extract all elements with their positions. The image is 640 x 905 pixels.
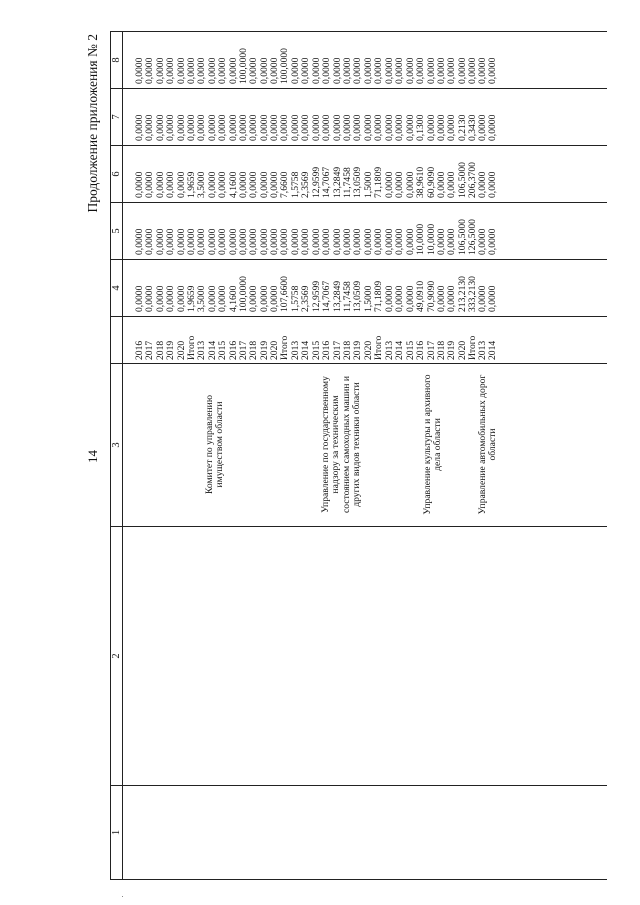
value-cell: 0,0000 (384, 57, 395, 84)
value-cell: 0,0000 (435, 57, 447, 84)
rotated-page (85, 14, 640, 880)
page-number: 14 (85, 450, 100, 463)
value-cell: 0,0000 (384, 228, 395, 255)
value-list (478, 172, 499, 198)
year-cell: 2019 (352, 340, 364, 360)
value-cell: 0,0000 (144, 228, 156, 255)
year-cell: 2013 (477, 340, 488, 360)
value-cell: 0,0000 (384, 285, 395, 312)
year-cell: 2017 (331, 340, 343, 360)
value-cell: 0,0000 (477, 114, 488, 141)
value-cell: 0,0000 (341, 228, 353, 255)
value-list (291, 281, 385, 312)
value-list (135, 172, 291, 198)
value-cell: 13,2849 (331, 166, 343, 198)
value-cell: 14,7067 (321, 166, 333, 198)
value-cell: 0,0000 (175, 171, 187, 198)
value-cell: 0,0000 (258, 285, 270, 312)
value-cell: 0,0000 (258, 228, 270, 255)
value-cell: 0,0000 (154, 171, 166, 198)
value-cell: 0,0000 (384, 114, 395, 141)
value-cell: 0,0000 (487, 114, 499, 141)
value-cell: 0,0000 (373, 57, 385, 84)
value-cell: 0,0000 (154, 228, 166, 255)
value-cell: 3,5000 (196, 285, 208, 312)
value-cell: 0,0000 (237, 114, 249, 141)
value-list (385, 58, 479, 84)
value-cell: 0,0000 (477, 228, 488, 255)
value-cell: 0,0000 (300, 57, 312, 84)
year-cell: 2015 (404, 340, 416, 360)
value-cell: 0,0000 (404, 285, 416, 312)
value-cell: 0,0000 (300, 228, 312, 255)
value-cell: 213,2130 (456, 276, 468, 312)
value-cell: 0,0000 (269, 285, 281, 312)
value-cell: 0,0000 (373, 114, 385, 141)
value-cell: 0,0000 (425, 57, 437, 84)
value-cell: 333,2130 (467, 276, 479, 312)
value-cell: 0,0000 (185, 114, 197, 141)
column-header-3: 3 (111, 364, 123, 527)
value-cell: 0,0000 (477, 57, 488, 84)
year-list (135, 336, 291, 360)
value-cell: 0,0000 (487, 285, 499, 312)
value-cell: 0,0000 (206, 57, 218, 84)
organization-name-line: дела области (432, 418, 444, 471)
value-list (135, 229, 291, 255)
value-cell: 0,0000 (310, 228, 322, 255)
value-cell: 0,0000 (331, 228, 343, 255)
value-cell: 3,5000 (196, 171, 208, 198)
column-4-values (123, 260, 608, 317)
column-header-year (111, 317, 123, 364)
organization-name-line: имуществом области (214, 401, 226, 488)
value-list (478, 286, 499, 312)
year-cell: 2014 (206, 340, 218, 360)
value-cell: 0,0000 (446, 285, 458, 312)
organization-name-line: состоянием самоходных машин и (340, 376, 352, 513)
value-cell: 12,9599 (310, 166, 322, 198)
value-cell: 0,0000 (425, 114, 437, 141)
table-body-row (123, 32, 608, 880)
value-cell: 0,0000 (456, 57, 468, 84)
value-cell: 0,0000 (248, 228, 260, 255)
year-cell: Итого (467, 335, 479, 360)
value-list (291, 229, 385, 255)
column-header-4: 4 (111, 260, 123, 317)
value-cell: 0,0000 (446, 57, 458, 84)
value-cell: 11,7458 (341, 167, 353, 198)
value-cell: 0,0000 (435, 171, 447, 198)
column-header-8: 8 (111, 32, 123, 89)
column-2-cell (123, 527, 608, 786)
value-cell: 1,5000 (362, 285, 374, 312)
appendix-continuation-title: Продолжение приложения № 2 (85, 34, 100, 213)
value-cell: 0,0000 (269, 171, 281, 198)
value-cell: 0,0000 (404, 114, 416, 141)
column-6-values (123, 146, 608, 203)
value-cell: 0,0000 (134, 114, 145, 141)
year-cell: 2020 (456, 340, 468, 360)
organization-name-line: других видов техники области (351, 382, 363, 507)
value-cell: 0,0000 (217, 228, 229, 255)
value-cell: 0,0000 (404, 228, 416, 255)
value-cell: 0,0000 (165, 228, 177, 255)
organization-name-line: области (487, 428, 499, 461)
value-cell: 0,0000 (206, 114, 218, 141)
value-cell: 0,0000 (362, 57, 374, 84)
value-list (385, 115, 479, 141)
value-cell: 206,3700 (467, 162, 479, 198)
year-cell: 2016 (134, 340, 145, 360)
value-cell: 0,0000 (217, 114, 229, 141)
value-cell: 0,0000 (258, 114, 270, 141)
value-cell: 0,0000 (144, 171, 156, 198)
year-list (385, 336, 479, 360)
value-cell: 13,0509 (352, 166, 364, 198)
organization-name-line: Управление автомобильных дорог (477, 374, 488, 515)
column-header-2: 2 (111, 527, 123, 786)
value-cell: 0,0000 (487, 57, 499, 84)
year-cell: 2014 (300, 340, 312, 360)
value-cell: 0,0000 (373, 228, 385, 255)
value-cell: 0,0000 (134, 57, 145, 84)
value-cell: 0,0000 (144, 285, 156, 312)
value-cell: 0,0000 (206, 228, 218, 255)
value-cell: 1,5758 (290, 171, 301, 198)
value-cell: 0,0000 (362, 228, 374, 255)
value-cell: 0,0000 (435, 114, 447, 141)
value-cell: 0,0000 (290, 57, 301, 84)
year-cell: 2018 (248, 340, 260, 360)
organization-name-line: Управление по государственному (320, 376, 331, 513)
value-cell: 0,0000 (258, 171, 270, 198)
value-cell: 4,1600 (227, 171, 239, 198)
year-cell: 2016 (227, 340, 239, 360)
value-cell: 0,0000 (394, 114, 406, 141)
value-cell: 0,0000 (321, 57, 333, 84)
value-cell: 0,0000 (394, 171, 406, 198)
value-cell: 7,6600 (279, 171, 291, 198)
value-cell: 0,2130 (456, 114, 468, 141)
year-column (123, 317, 608, 364)
value-cell: 0,0000 (384, 171, 395, 198)
value-cell: 0,0000 (154, 285, 166, 312)
value-cell: 0,0000 (394, 57, 406, 84)
value-cell: 0,0000 (165, 57, 177, 84)
year-cell: 2017 (237, 340, 249, 360)
value-cell: 0,0000 (175, 228, 187, 255)
value-list (291, 167, 385, 198)
year-cell: 2018 (154, 340, 166, 360)
value-cell: 0,0000 (487, 228, 499, 255)
value-cell: 4,1600 (227, 285, 239, 312)
organization-column (123, 364, 608, 527)
organization-name-line: Управление культуры и архивного (422, 374, 433, 515)
value-cell: 0,0000 (300, 114, 312, 141)
value-cell: 0,0000 (394, 228, 406, 255)
column-header-7: 7 (111, 89, 123, 146)
year-cell: Итого (279, 335, 291, 360)
scan-speck (122, 896, 123, 897)
value-cell: 0,0000 (237, 228, 249, 255)
value-cell: 0,0000 (310, 57, 322, 84)
value-cell: 0,0000 (196, 57, 208, 84)
value-cell: 0,0000 (404, 57, 416, 84)
value-cell: 0,0000 (165, 171, 177, 198)
value-cell: 0,0000 (279, 114, 291, 141)
appendix-table (110, 31, 607, 880)
value-cell: 0,0000 (269, 228, 281, 255)
value-cell: 0,0000 (321, 228, 333, 255)
value-cell: 0,0000 (206, 285, 218, 312)
value-cell: 0,0000 (435, 228, 447, 255)
value-list (478, 58, 499, 84)
year-list (291, 336, 385, 360)
column-number-row (111, 32, 123, 880)
value-cell: 0,0000 (352, 114, 364, 141)
value-list (291, 115, 385, 141)
value-cell: 1,5000 (362, 171, 374, 198)
year-cell: 2013 (196, 340, 208, 360)
value-cell: 2,3569 (300, 171, 312, 198)
year-cell: 2019 (165, 340, 177, 360)
value-cell: 0,0000 (435, 285, 447, 312)
organization-name (423, 363, 444, 526)
value-cell: 0,0000 (446, 114, 458, 141)
value-cell: 70,9090 (425, 280, 437, 312)
year-cell: 2019 (258, 340, 270, 360)
value-cell: 0,0000 (279, 228, 291, 255)
value-cell: 0,3430 (467, 114, 479, 141)
year-cell: 2018 (341, 340, 353, 360)
value-cell: 0,0000 (154, 57, 166, 84)
value-cell: 0,0000 (144, 114, 156, 141)
value-cell: 0,0000 (134, 228, 145, 255)
column-7-values (123, 89, 608, 146)
year-cell: Итого (373, 335, 385, 360)
value-cell: 0,0000 (227, 57, 239, 84)
value-cell: 0,0000 (217, 57, 229, 84)
value-cell: 10,0000 (425, 223, 437, 255)
value-cell: 0,0000 (446, 171, 458, 198)
value-cell: 12,9599 (310, 280, 322, 312)
year-cell: 2017 (425, 340, 437, 360)
value-cell: 0,0000 (237, 171, 249, 198)
value-cell: 0,0000 (341, 114, 353, 141)
value-cell: 106,5000 (456, 219, 468, 255)
value-cell: 0,0000 (217, 285, 229, 312)
value-cell: 0,0000 (352, 57, 364, 84)
value-cell: 0,0000 (248, 171, 260, 198)
value-cell: 0,0000 (175, 57, 187, 84)
value-cell: 0,0000 (352, 228, 364, 255)
value-cell: 0,0000 (196, 114, 208, 141)
value-cell: 0,0000 (269, 57, 281, 84)
value-cell: 0,0000 (331, 114, 343, 141)
value-cell: 0,0000 (144, 57, 156, 84)
value-cell: 0,0000 (467, 57, 479, 84)
value-list (135, 48, 291, 84)
value-cell: 106,5000 (456, 162, 468, 198)
value-cell: 0,0000 (477, 285, 488, 312)
value-list (478, 229, 499, 255)
year-cell: 2016 (321, 340, 333, 360)
value-cell: 0,0000 (290, 114, 301, 141)
value-cell: 0,0000 (134, 285, 145, 312)
column-header-1: 1 (111, 786, 123, 880)
value-cell: 0,0000 (196, 228, 208, 255)
value-cell: 13,0509 (352, 280, 364, 312)
value-cell: 100,0000 (279, 48, 291, 84)
value-cell: 0,0000 (217, 171, 229, 198)
year-cell: 2016 (415, 340, 427, 360)
value-cell: 0,0000 (248, 57, 260, 84)
year-cell: 2014 (394, 340, 406, 360)
organization-name (321, 363, 363, 526)
organization-name-line: Комитет по управлению (204, 395, 215, 494)
value-cell: 0,1300 (415, 114, 427, 141)
value-cell: 13,2849 (331, 280, 343, 312)
year-cell: 2020 (175, 340, 187, 360)
value-cell: 0,0000 (446, 228, 458, 255)
value-cell: 0,0000 (206, 171, 218, 198)
column-header-5: 5 (111, 203, 123, 260)
value-list (385, 162, 479, 198)
value-list (478, 115, 499, 141)
value-cell: 0,0000 (258, 57, 270, 84)
value-cell: 38,9610 (415, 166, 427, 198)
value-cell: 10,0000 (415, 223, 427, 255)
value-cell: 107,6600 (279, 276, 291, 312)
value-cell: 0,0000 (248, 285, 260, 312)
value-list (135, 276, 291, 312)
value-cell: 100,0000 (237, 276, 249, 312)
year-cell: 2015 (217, 340, 229, 360)
value-cell: 0,0000 (331, 57, 343, 84)
value-cell: 1,9659 (185, 171, 197, 198)
year-cell: 2018 (435, 340, 447, 360)
value-list (385, 276, 479, 312)
value-cell: 126,5000 (467, 219, 479, 255)
year-cell: 2013 (384, 340, 395, 360)
value-cell: 0,0000 (310, 114, 322, 141)
value-cell: 0,0000 (394, 285, 406, 312)
year-cell: 2020 (269, 340, 281, 360)
organization-name-line: надзору за техническим (330, 395, 342, 494)
value-cell: 0,0000 (321, 114, 333, 141)
value-cell: 1,5758 (290, 285, 301, 312)
column-8-values (123, 32, 608, 89)
value-list (135, 115, 291, 141)
value-cell: 0,0000 (175, 285, 187, 312)
column-1-cell (123, 786, 608, 880)
year-cell: 2015 (310, 340, 322, 360)
value-list (385, 219, 479, 255)
value-cell: 14,7067 (321, 280, 333, 312)
value-cell: 100,0000 (237, 48, 249, 84)
year-cell: 2014 (487, 340, 499, 360)
organization-name (478, 363, 499, 526)
value-cell: 0,0000 (269, 114, 281, 141)
organization-name (205, 363, 226, 526)
value-cell: 0,0000 (487, 171, 499, 198)
value-cell: 0,0000 (248, 114, 260, 141)
value-cell: 0,0000 (404, 171, 416, 198)
value-list (291, 58, 385, 84)
value-cell: 0,0000 (154, 114, 166, 141)
year-list (478, 341, 499, 360)
year-cell: 2017 (144, 340, 156, 360)
value-cell: 0,0000 (175, 114, 187, 141)
column-5-values (123, 203, 608, 260)
value-cell: 60,9090 (425, 166, 437, 198)
value-cell: 71,1809 (373, 166, 385, 198)
value-cell: 2,3569 (300, 285, 312, 312)
year-cell: 2019 (446, 340, 458, 360)
year-cell: 2020 (362, 340, 374, 360)
value-cell: 0,0000 (290, 228, 301, 255)
year-cell: Итого (185, 335, 197, 360)
value-cell: 0,0000 (415, 57, 427, 84)
value-cell: 49,0910 (415, 280, 427, 312)
value-cell: 0,0000 (227, 228, 239, 255)
value-cell: 0,0000 (165, 285, 177, 312)
value-cell: 0,0000 (362, 114, 374, 141)
column-header-6: 6 (111, 146, 123, 203)
value-cell: 0,0000 (477, 171, 488, 198)
value-cell: 1,9659 (185, 285, 197, 312)
value-cell: 0,0000 (341, 57, 353, 84)
value-cell: 0,0000 (185, 228, 197, 255)
year-cell: 2013 (290, 340, 301, 360)
value-cell: 0,0000 (134, 171, 145, 198)
value-cell: 0,0000 (227, 114, 239, 141)
value-cell: 11,7458 (341, 281, 353, 312)
value-cell: 0,0000 (165, 114, 177, 141)
value-cell: 71,1809 (373, 280, 385, 312)
value-cell: 0,0000 (185, 57, 197, 84)
